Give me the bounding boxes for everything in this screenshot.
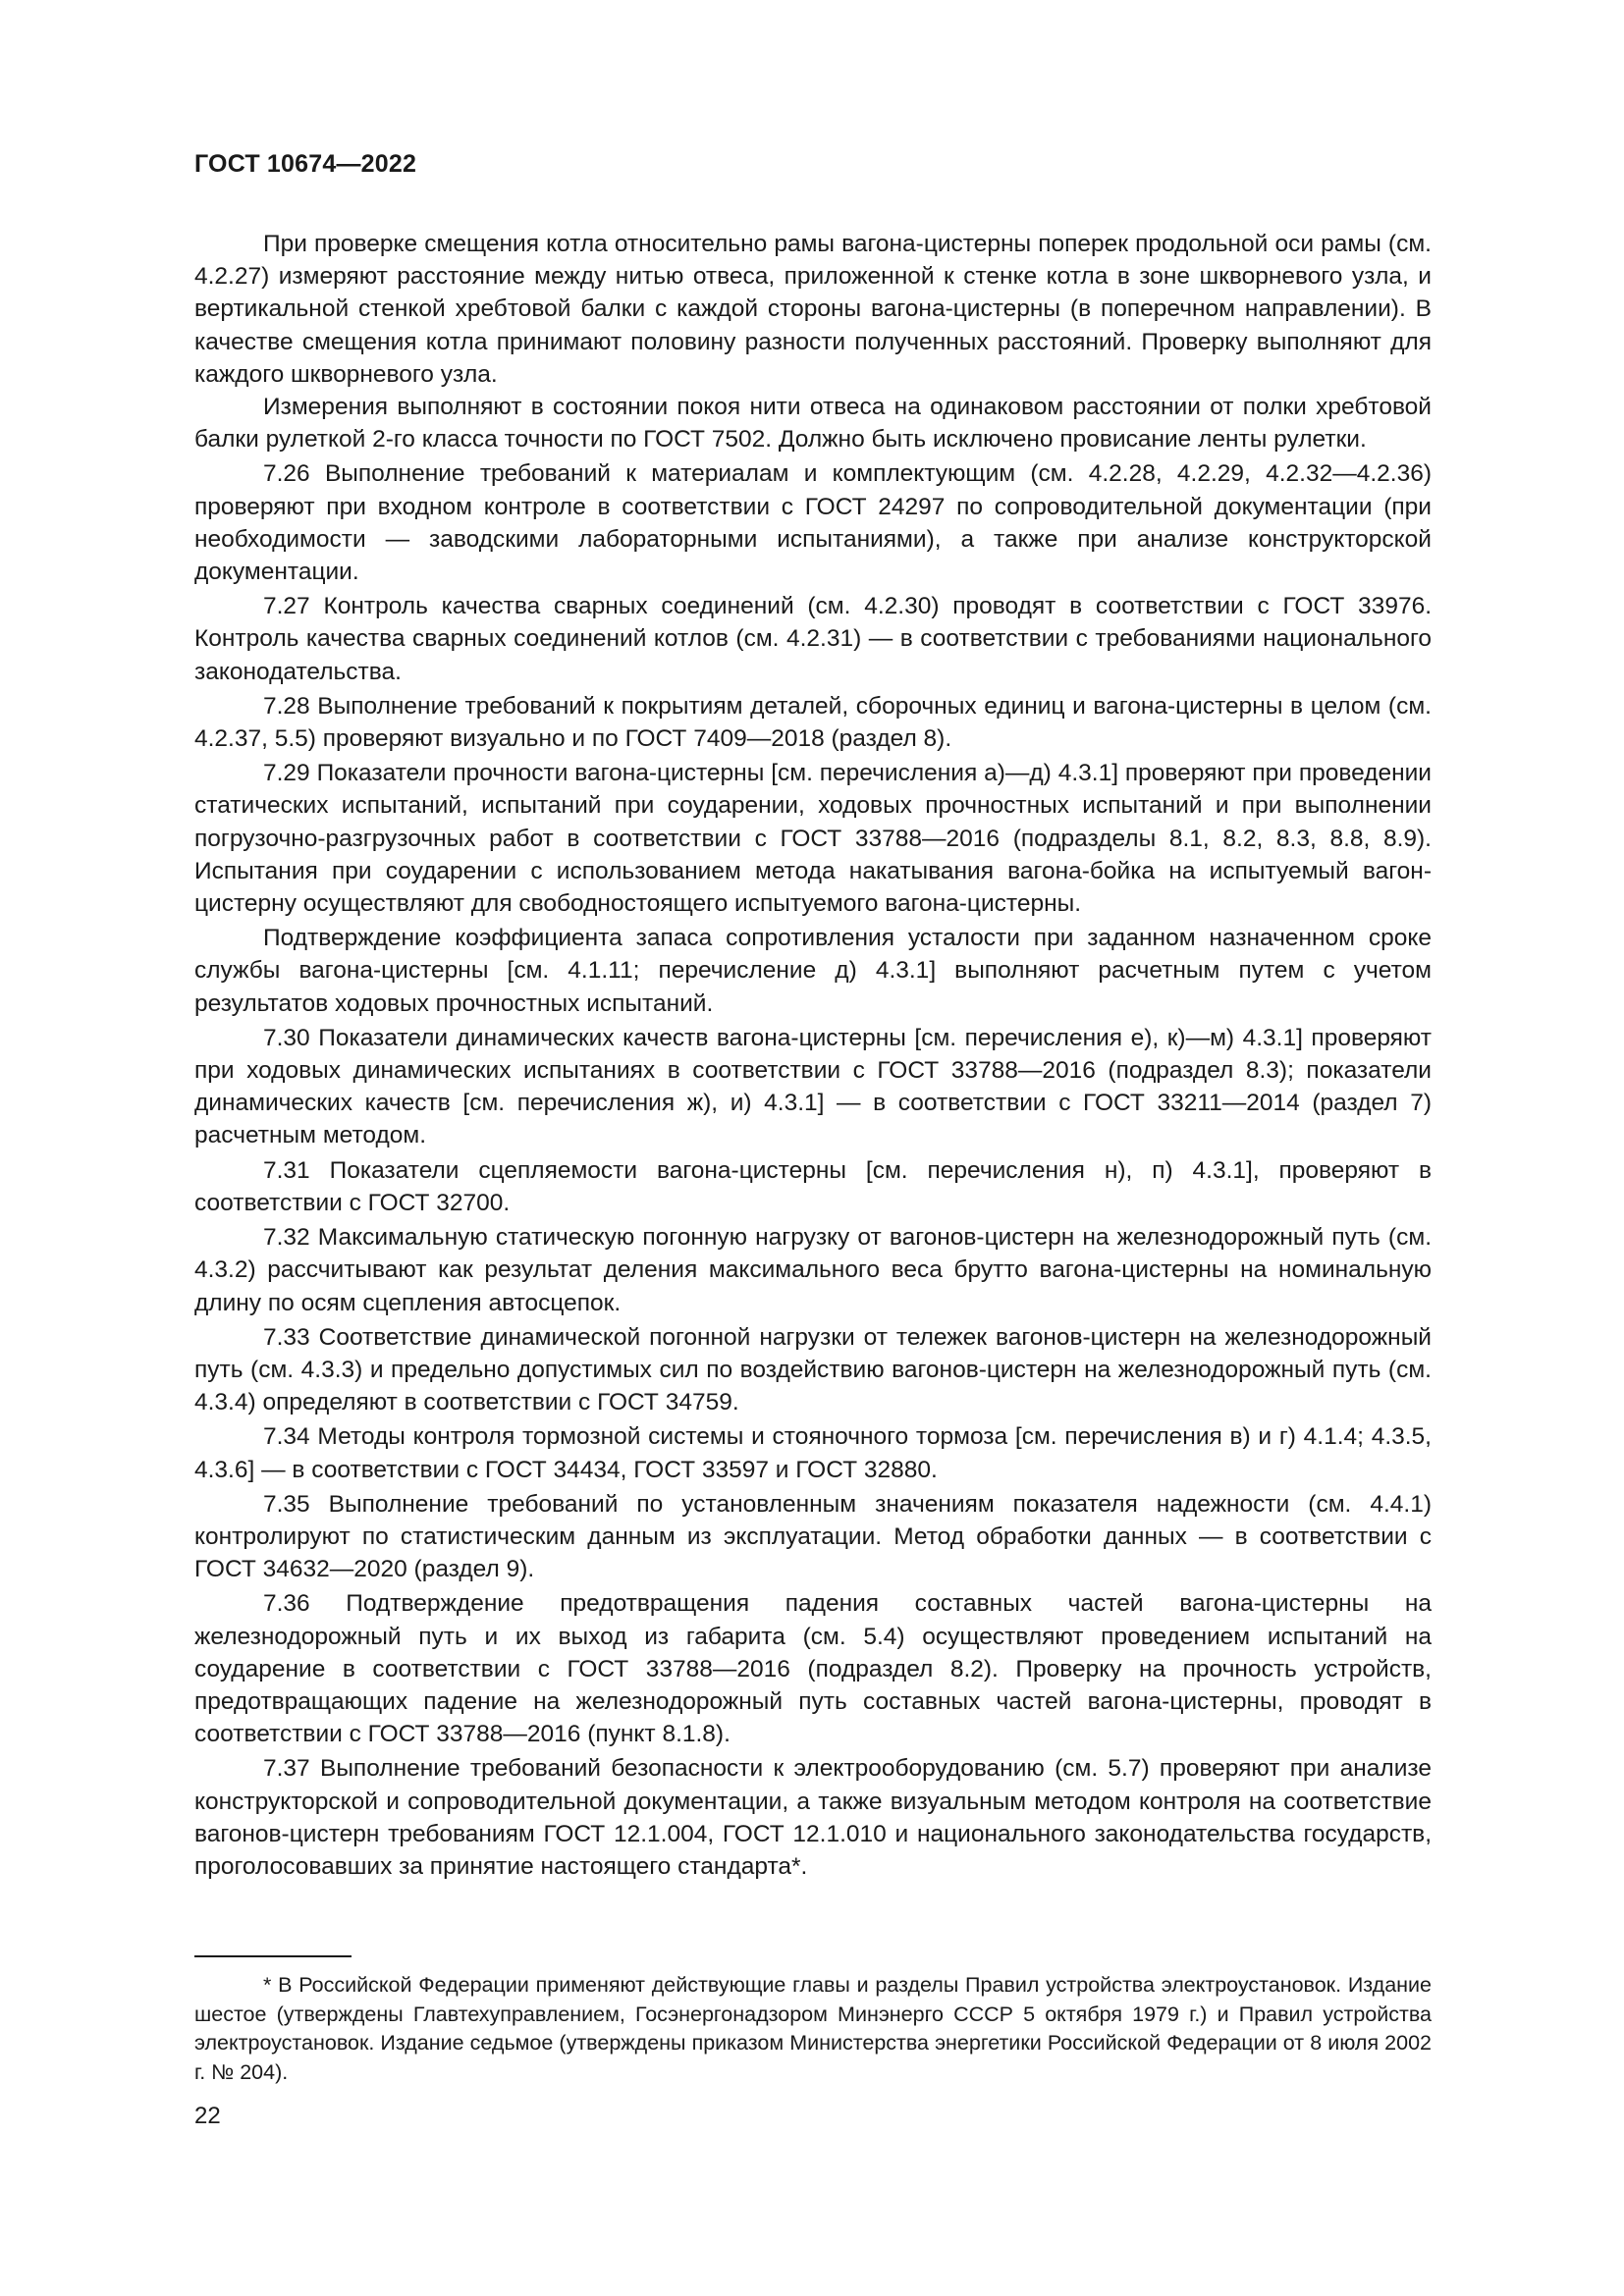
footnote-divider xyxy=(194,1955,352,1957)
footnote-text: * В Российской Федерации применяют действующие главы и разделы Правил устройства электроустановок. Издание шестое (утверждены Главтехуправлением, Госэнергонадзором Минэнерго СССР 5 октября 1979 г.) и Правил устройства электроустановок. Издание седьмое (утверждены приказом Министерства энергетики Российской Федерации от 8 июля 2002 г. № 204). xyxy=(194,1973,1432,2084)
paragraph-7-31: 7.31 Показатели сцепляемости вагона-цистерны [см. перечисления н), п) 4.3.1], проверяют в соответствии с ГОСТ 32700. xyxy=(194,1156,1432,1216)
paragraph-7-34: 7.34 Методы контроля тормозной системы и стояночного тормоза [см. перечисления в) и г) 4.1.4; 4.3.5, 4.3.6] — в соответствии с ГОСТ 34434, ГОСТ 33597 и ГОСТ 32880. xyxy=(194,1423,1432,1483)
paragraph: Подтверждение коэффициента запаса сопротивления усталости при заданном назначенном сроке службы вагона-цистерны [см. 4.1.11; перечисление д) 4.3.1] выполняют расчетным путем с учетом результатов ходовых прочностных испытаний. xyxy=(194,925,1432,1017)
paragraph-7-29: 7.29 Показатели прочности вагона-цистерны [см. перечисления а)—д) 4.3.1] проверяют при проведении статических испытаний, испытаний при соударении, ходовых прочностных испытаний и при выполнении погрузочно-разгрузочных работ в соответствии с ГОСТ 33788—2016 (подразделы 8.1, 8.2, 8.3, 8.8, 8.9). Испытания при соударении с использованием метода накатывания вагона-бойка на испытуемый вагон-цистерну осуществляют для свободностоящего испытуемого вагона-цистерны. xyxy=(194,760,1432,918)
paragraph: Измерения выполняют в состоянии покоя нити отвеса на одинаковом расстоянии от полки хребтовой балки рулеткой 2-го класса точности по ГОСТ 7502. Должно быть исключено провисание ленты рулетки. xyxy=(194,394,1432,454)
paragraph-7-30: 7.30 Показатели динамических качеств вагона-цистерны [см. перечисления е), к)—м) 4.3.1] проверяют при ходовых динамических испытаниях в соответствии с ГОСТ 33788—2016 (подраздел 8.3); показатели динамических качеств [см. перечисления ж), и) 4.3.1] — в соответствии с ГОСТ 33211—2014 (раздел 7) расчетным методом. xyxy=(194,1024,1432,1149)
paragraph-7-37: 7.37 Выполнение требований безопасности к электрооборудованию (см. 5.7) проверяют при анализе конструкторской и сопроводительной документации, а также визуальным методом контроля на соответствие вагонов-цистерн требованиям ГОСТ 12.1.004, ГОСТ 12.1.010 и национального законодательства государств, проголосовавших за принятие настоящего стандарта*. xyxy=(194,1755,1432,1880)
paragraph-7-26: 7.26 Выполнение требований к материалам и комплектующим (см. 4.2.28, 4.2.29, 4.2.32—4.2.36) проверяют при входном контроле в соответствии с ГОСТ 24297 по сопроводительной документации (при необходимости — заводскими лабораторными испытаниями), а также при анализе конструкторской документации. xyxy=(194,460,1432,586)
paragraph-7-35: 7.35 Выполнение требований по установленным значениям показателя надежности (см. 4.4.1) контролируют по статистическим данным из эксплуатации. Метод обработки данных — в соответствии с ГОСТ 34632—2020 (раздел 9). xyxy=(194,1490,1432,1583)
paragraph-7-27: 7.27 Контроль качества сварных соединений (см. 4.2.30) проводят в соответствии с ГОСТ 33976. Контроль качества сварных соединений котлов (см. 4.2.31) — в соответствии с требованиями национального законодательства. xyxy=(194,593,1432,685)
paragraph-7-28: 7.28 Выполнение требований к покрытиям деталей, сборочных единиц и вагона-цистерны в целом (см. 4.2.37, 5.5) проверяют визуально и по ГОСТ 7409—2018 (раздел 8). xyxy=(194,692,1432,753)
page-number: 22 xyxy=(194,2103,221,2129)
paragraph-7-36: 7.36 Подтверждение предотвращения падения составных частей вагона-цистерны на железнодорожный путь и их выход из габарита (см. 5.4) осуществляют проведением испытаний на соударение в соответствии с ГОСТ 33788—2016 (подраздел 8.2). Проверку на прочность устройств, предотвращающих падение на железнодорожный путь составных частей вагона-цистерны, проводят в соответствии с ГОСТ 33788—2016 (пункт 8.1.8). xyxy=(194,1590,1432,1748)
document-code-header: ГОСТ 10674—2022 xyxy=(194,150,417,178)
footnote xyxy=(194,1971,1432,2087)
paragraph-7-32: 7.32 Максимальную статическую погонную нагрузку от вагонов-цистерн на железнодорожный путь (см. 4.3.2) рассчитывают как результат деления максимального веса брутто вагона-цистерны на номинальную длину по осям сцепления автосцепок. xyxy=(194,1224,1432,1316)
document-body xyxy=(194,228,1432,1883)
paragraph: При проверке смещения котла относительно рамы вагона-цистерны поперек продольной оси рамы (см. 4.2.27) измеряют расстояние между нитью отвеса, приложенной к стенке котла в зоне шкворневого узла, и вертикальной стенкой хребтовой балки с каждой стороны вагона-цистерны (в поперечном направлении). В качестве смещения котла принимают половину разности полученных расстояний. Проверку выполняют для каждого шкворневого узла. xyxy=(194,231,1432,388)
paragraph-7-33: 7.33 Соответствие динамической погонной нагрузки от тележек вагонов-цистерн на железнодорожный путь (см. 4.3.3) и предельно допустимых сил по воздействию вагонов-цистерн на железнодорожный путь (см. 4.3.4) определяют в соответствии с ГОСТ 34759. xyxy=(194,1323,1432,1416)
